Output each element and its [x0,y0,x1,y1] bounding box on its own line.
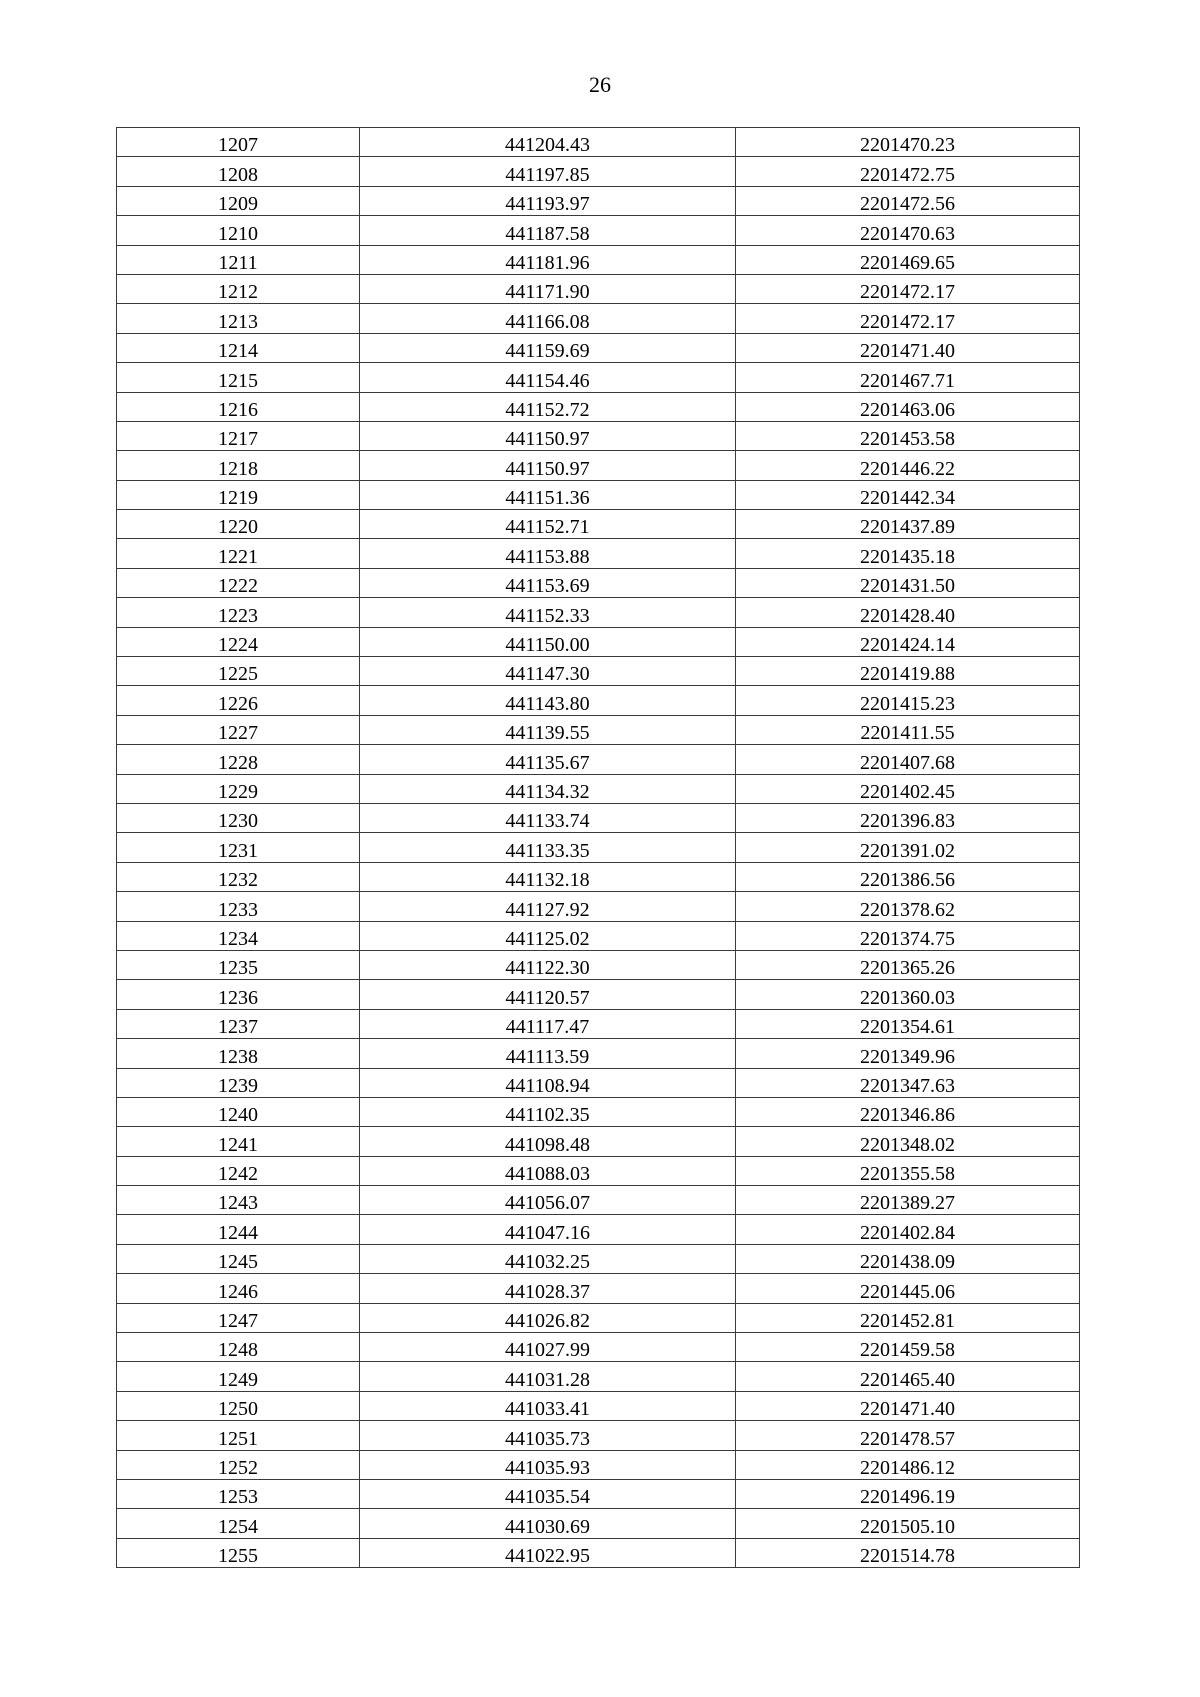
table-row [117,245,1080,274]
point-number-cell: 1250 [117,1391,360,1420]
point-number-cell: 1244 [117,1215,360,1244]
x-coordinate-cell: 441098.48 [360,1127,736,1156]
y-coordinate-cell: 2201415.23 [736,686,1080,715]
table-row [117,833,1080,862]
point-number-cell: 1239 [117,1068,360,1097]
x-coordinate-cell: 441125.02 [360,921,736,950]
coordinates-table-body [117,128,1080,1568]
table-row [117,392,1080,421]
y-coordinate-cell: 2201435.18 [736,539,1080,568]
table-row [117,745,1080,774]
y-coordinate-cell: 2201442.34 [736,480,1080,509]
table-row [117,950,1080,979]
point-number-cell: 1232 [117,862,360,891]
x-coordinate-cell: 441035.54 [360,1479,736,1508]
table-row [117,892,1080,921]
point-number-cell: 1229 [117,774,360,803]
x-coordinate-cell: 441135.67 [360,745,736,774]
y-coordinate-cell: 2201402.84 [736,1215,1080,1244]
x-coordinate-cell: 441159.69 [360,333,736,362]
x-coordinate-cell: 441133.35 [360,833,736,862]
table-row [117,1479,1080,1508]
y-coordinate-cell: 2201354.61 [736,1009,1080,1038]
x-coordinate-cell: 441102.35 [360,1097,736,1126]
y-coordinate-cell: 2201472.75 [736,157,1080,186]
table-row [117,1450,1080,1479]
x-coordinate-cell: 441154.46 [360,363,736,392]
table-row [117,1097,1080,1126]
table-row [117,1039,1080,1068]
y-coordinate-cell: 2201411.55 [736,715,1080,744]
point-number-cell: 1235 [117,950,360,979]
table-row [117,1009,1080,1038]
y-coordinate-cell: 2201472.56 [736,186,1080,215]
point-number-cell: 1221 [117,539,360,568]
y-coordinate-cell: 2201431.50 [736,568,1080,597]
point-number-cell: 1233 [117,892,360,921]
table-row [117,568,1080,597]
point-number-cell: 1236 [117,980,360,1009]
y-coordinate-cell: 2201486.12 [736,1450,1080,1479]
y-coordinate-cell: 2201470.63 [736,216,1080,245]
point-number-cell: 1207 [117,128,360,157]
point-number-cell: 1243 [117,1186,360,1215]
table-row [117,862,1080,891]
x-coordinate-cell: 441153.69 [360,568,736,597]
x-coordinate-cell: 441035.93 [360,1450,736,1479]
x-coordinate-cell: 441030.69 [360,1509,736,1538]
x-coordinate-cell: 441193.97 [360,186,736,215]
x-coordinate-cell: 441088.03 [360,1156,736,1185]
table-row [117,1215,1080,1244]
table-row [117,1244,1080,1273]
point-number-cell: 1230 [117,803,360,832]
table-row [117,480,1080,509]
y-coordinate-cell: 2201386.56 [736,862,1080,891]
y-coordinate-cell: 2201402.45 [736,774,1080,803]
y-coordinate-cell: 2201465.40 [736,1362,1080,1391]
table-row [117,686,1080,715]
x-coordinate-cell: 441150.97 [360,451,736,480]
y-coordinate-cell: 2201346.86 [736,1097,1080,1126]
point-number-cell: 1215 [117,363,360,392]
y-coordinate-cell: 2201407.68 [736,745,1080,774]
point-number-cell: 1211 [117,245,360,274]
y-coordinate-cell: 2201478.57 [736,1421,1080,1450]
y-coordinate-cell: 2201428.40 [736,598,1080,627]
x-coordinate-cell: 441187.58 [360,216,736,245]
y-coordinate-cell: 2201437.89 [736,510,1080,539]
x-coordinate-cell: 441120.57 [360,980,736,1009]
table-row [117,1303,1080,1332]
y-coordinate-cell: 2201472.17 [736,274,1080,303]
point-number-cell: 1218 [117,451,360,480]
table-row [117,1186,1080,1215]
point-number-cell: 1252 [117,1450,360,1479]
x-coordinate-cell: 441139.55 [360,715,736,744]
point-number-cell: 1216 [117,392,360,421]
x-coordinate-cell: 441031.28 [360,1362,736,1391]
point-number-cell: 1223 [117,598,360,627]
point-number-cell: 1224 [117,627,360,656]
x-coordinate-cell: 441153.88 [360,539,736,568]
table-row [117,157,1080,186]
point-number-cell: 1247 [117,1303,360,1332]
y-coordinate-cell: 2201467.71 [736,363,1080,392]
x-coordinate-cell: 441134.32 [360,774,736,803]
point-number-cell: 1222 [117,568,360,597]
table-row [117,216,1080,245]
x-coordinate-cell: 441150.00 [360,627,736,656]
point-number-cell: 1214 [117,333,360,362]
x-coordinate-cell: 441122.30 [360,950,736,979]
y-coordinate-cell: 2201471.40 [736,333,1080,362]
point-number-cell: 1248 [117,1333,360,1362]
table-row [117,128,1080,157]
x-coordinate-cell: 441026.82 [360,1303,736,1332]
y-coordinate-cell: 2201347.63 [736,1068,1080,1097]
y-coordinate-cell: 2201469.65 [736,245,1080,274]
table-row [117,657,1080,686]
point-number-cell: 1249 [117,1362,360,1391]
y-coordinate-cell: 2201365.26 [736,950,1080,979]
x-coordinate-cell: 441166.08 [360,304,736,333]
y-coordinate-cell: 2201389.27 [736,1186,1080,1215]
point-number-cell: 1213 [117,304,360,333]
y-coordinate-cell: 2201424.14 [736,627,1080,656]
table-row [117,715,1080,744]
y-coordinate-cell: 2201514.78 [736,1538,1080,1567]
point-number-cell: 1226 [117,686,360,715]
x-coordinate-cell: 441056.07 [360,1186,736,1215]
point-number-cell: 1255 [117,1538,360,1567]
table-row [117,333,1080,362]
y-coordinate-cell: 2201348.02 [736,1127,1080,1156]
x-coordinate-cell: 441181.96 [360,245,736,274]
y-coordinate-cell: 2201452.81 [736,1303,1080,1332]
x-coordinate-cell: 441113.59 [360,1039,736,1068]
x-coordinate-cell: 441204.43 [360,128,736,157]
y-coordinate-cell: 2201453.58 [736,421,1080,450]
x-coordinate-cell: 441117.47 [360,1009,736,1038]
point-number-cell: 1234 [117,921,360,950]
x-coordinate-cell: 441171.90 [360,274,736,303]
table-row [117,774,1080,803]
y-coordinate-cell: 2201463.06 [736,392,1080,421]
y-coordinate-cell: 2201470.23 [736,128,1080,157]
table-row [117,304,1080,333]
point-number-cell: 1217 [117,421,360,450]
point-number-cell: 1251 [117,1421,360,1450]
point-number-cell: 1228 [117,745,360,774]
y-coordinate-cell: 2201378.62 [736,892,1080,921]
point-number-cell: 1238 [117,1039,360,1068]
x-coordinate-cell: 441197.85 [360,157,736,186]
y-coordinate-cell: 2201396.83 [736,803,1080,832]
y-coordinate-cell: 2201419.88 [736,657,1080,686]
point-number-cell: 1219 [117,480,360,509]
x-coordinate-cell: 441032.25 [360,1244,736,1273]
x-coordinate-cell: 441143.80 [360,686,736,715]
x-coordinate-cell: 441127.92 [360,892,736,921]
x-coordinate-cell: 441108.94 [360,1068,736,1097]
table-row [117,1127,1080,1156]
table-row [117,363,1080,392]
x-coordinate-cell: 441132.18 [360,862,736,891]
table-row [117,627,1080,656]
x-coordinate-cell: 441152.71 [360,510,736,539]
table-row [117,539,1080,568]
table-row [117,1391,1080,1420]
y-coordinate-cell: 2201496.19 [736,1479,1080,1508]
table-row [117,1333,1080,1362]
x-coordinate-cell: 441035.73 [360,1421,736,1450]
point-number-cell: 1246 [117,1274,360,1303]
x-coordinate-cell: 441033.41 [360,1391,736,1420]
table-row [117,1421,1080,1450]
point-number-cell: 1210 [117,216,360,245]
y-coordinate-cell: 2201471.40 [736,1391,1080,1420]
y-coordinate-cell: 2201355.58 [736,1156,1080,1185]
y-coordinate-cell: 2201391.02 [736,833,1080,862]
y-coordinate-cell: 2201445.06 [736,1274,1080,1303]
coordinates-table [116,127,1080,1568]
x-coordinate-cell: 441152.72 [360,392,736,421]
x-coordinate-cell: 441152.33 [360,598,736,627]
x-coordinate-cell: 441147.30 [360,657,736,686]
table-row [117,1538,1080,1567]
table-row [117,1362,1080,1391]
y-coordinate-cell: 2201459.58 [736,1333,1080,1362]
point-number-cell: 1242 [117,1156,360,1185]
point-number-cell: 1225 [117,657,360,686]
x-coordinate-cell: 441022.95 [360,1538,736,1567]
table-row [117,921,1080,950]
x-coordinate-cell: 441027.99 [360,1333,736,1362]
y-coordinate-cell: 2201472.17 [736,304,1080,333]
table-row [117,980,1080,1009]
x-coordinate-cell: 441150.97 [360,421,736,450]
point-number-cell: 1237 [117,1009,360,1038]
x-coordinate-cell: 441047.16 [360,1215,736,1244]
point-number-cell: 1212 [117,274,360,303]
point-number-cell: 1209 [117,186,360,215]
table-row [117,451,1080,480]
point-number-cell: 1253 [117,1479,360,1508]
table-row [117,510,1080,539]
x-coordinate-cell: 441028.37 [360,1274,736,1303]
y-coordinate-cell: 2201360.03 [736,980,1080,1009]
table-row [117,1068,1080,1097]
y-coordinate-cell: 2201349.96 [736,1039,1080,1068]
table-row [117,1274,1080,1303]
y-coordinate-cell: 2201438.09 [736,1244,1080,1273]
point-number-cell: 1241 [117,1127,360,1156]
table-row [117,421,1080,450]
x-coordinate-cell: 441151.36 [360,480,736,509]
point-number-cell: 1254 [117,1509,360,1538]
y-coordinate-cell: 2201374.75 [736,921,1080,950]
point-number-cell: 1245 [117,1244,360,1273]
x-coordinate-cell: 441133.74 [360,803,736,832]
y-coordinate-cell: 2201446.22 [736,451,1080,480]
table-row [117,186,1080,215]
table-row [117,598,1080,627]
point-number-cell: 1208 [117,157,360,186]
table-row [117,1509,1080,1538]
table-row [117,274,1080,303]
y-coordinate-cell: 2201505.10 [736,1509,1080,1538]
table-row [117,1156,1080,1185]
point-number-cell: 1227 [117,715,360,744]
table-row [117,803,1080,832]
point-number-cell: 1240 [117,1097,360,1126]
page-number: 26 [589,72,611,97]
point-number-cell: 1231 [117,833,360,862]
point-number-cell: 1220 [117,510,360,539]
